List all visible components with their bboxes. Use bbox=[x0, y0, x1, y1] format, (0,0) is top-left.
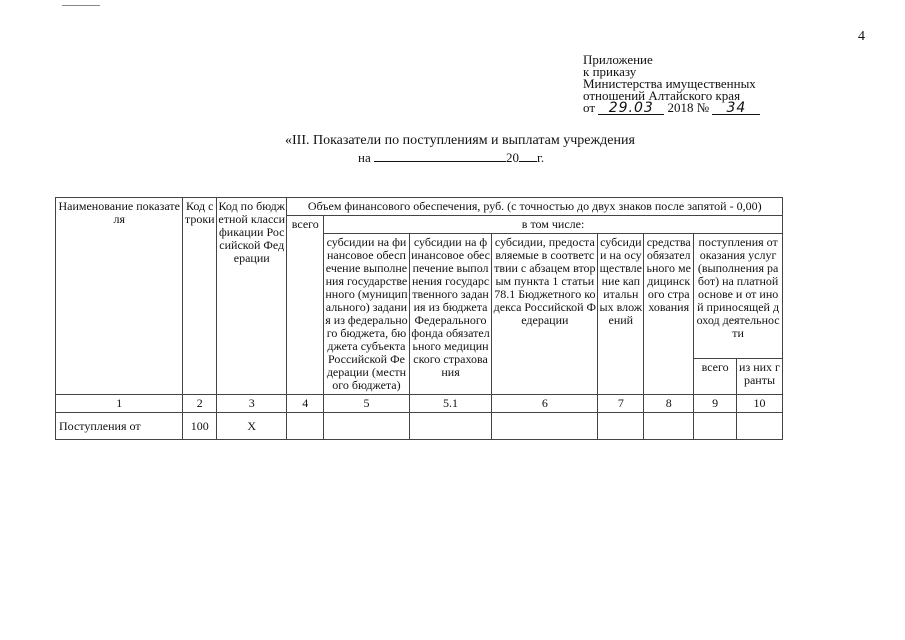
table-row bbox=[56, 413, 783, 440]
row-cell-6 bbox=[492, 413, 598, 440]
appendix-line-1: Приложение bbox=[583, 52, 653, 67]
appendix-number-handwritten: 34 bbox=[712, 102, 760, 115]
appendix-date-handwritten: 29.03 bbox=[598, 102, 664, 115]
header-col-5: субсидии на финансовое обеспечение выполнения государственного (муниципального) задания из федерального бюджета, бюджета субъекта Российской Федерации (местного бюджета) bbox=[324, 234, 410, 395]
section-date-suffix: г. bbox=[536, 150, 545, 165]
col-number: 2 bbox=[183, 395, 217, 413]
section-date-line bbox=[358, 150, 544, 166]
section-title: «III. Показатели по поступлениям и выплатам учреждения bbox=[285, 133, 635, 148]
appendix-line-4: отношений Алтайского края bbox=[583, 88, 741, 103]
col-number: 3 bbox=[217, 395, 287, 413]
col-number: 8 bbox=[644, 395, 694, 413]
row-cell-9 bbox=[694, 413, 737, 440]
row-cell-10 bbox=[737, 413, 783, 440]
row-cell-4 bbox=[287, 413, 324, 440]
row-code: 100 bbox=[183, 413, 217, 440]
appendix-block bbox=[583, 54, 760, 115]
header-including: в том числе: bbox=[324, 216, 783, 234]
section-date-prefix: на bbox=[358, 150, 371, 165]
appendix-year: 2018 № bbox=[667, 100, 710, 115]
row-bkr: X bbox=[217, 413, 287, 440]
col-number: 10 bbox=[737, 395, 783, 413]
col-number: 9 bbox=[694, 395, 737, 413]
header-col-6: субсидии, предоставляемые в соответствии с абзацем вторым пункта 1 статьи 78.1 Бюджетного кодекса Российской Федерации bbox=[492, 234, 598, 395]
col-number: 6 bbox=[492, 395, 598, 413]
header-col-9: поступления от оказания услуг (выполнения работ) на платной основе и от иной приносящей доход деятельности bbox=[694, 234, 783, 359]
header-col-9-total: всего bbox=[694, 359, 737, 395]
section-date-mid: 20 bbox=[505, 150, 519, 165]
row-cell-5 bbox=[324, 413, 410, 440]
header-col-8: средства обязательного медицинского страхования bbox=[644, 234, 694, 395]
appendix-date-line bbox=[583, 102, 760, 115]
column-number-row bbox=[56, 395, 783, 413]
col-number: 5 bbox=[324, 395, 410, 413]
header-col-10: из них гранты bbox=[737, 359, 783, 395]
header-total: всего bbox=[287, 216, 324, 395]
top-rule bbox=[62, 5, 100, 6]
date-blank-year bbox=[519, 150, 537, 162]
row-cell-7 bbox=[598, 413, 644, 440]
appendix-line-3: Министерства имущественных bbox=[583, 76, 756, 91]
page-number: 4 bbox=[858, 29, 865, 44]
appendix-line-2: к приказу bbox=[583, 64, 637, 79]
row-name: Поступления от bbox=[56, 413, 183, 440]
col-number: 4 bbox=[287, 395, 324, 413]
row-cell-5-1 bbox=[409, 413, 492, 440]
appendix-date-prefix: от bbox=[583, 100, 596, 115]
header-volume: Объем финансового обеспечения, руб. (с точностью до двух знаков после запятой - 0,00) bbox=[287, 198, 783, 216]
col-number: 7 bbox=[598, 395, 644, 413]
header-bkr: Код по бюджетной классификации Российской Федерации bbox=[217, 198, 287, 395]
header-col-5-1: субсидии на финансовое обеспечение выполнения государственного задания из бюджета Федерального фонда обязательного медицинского страхования bbox=[409, 234, 492, 395]
header-code: Код строки bbox=[183, 198, 217, 395]
header-name: Наименование показателя bbox=[56, 198, 183, 395]
row-cell-8 bbox=[644, 413, 694, 440]
date-blank-day bbox=[374, 150, 506, 162]
col-number: 5.1 bbox=[409, 395, 492, 413]
header-col-7: субсидии на осуществление капитальных вложений bbox=[598, 234, 644, 395]
col-number: 1 bbox=[56, 395, 183, 413]
indicators-table bbox=[55, 197, 783, 440]
